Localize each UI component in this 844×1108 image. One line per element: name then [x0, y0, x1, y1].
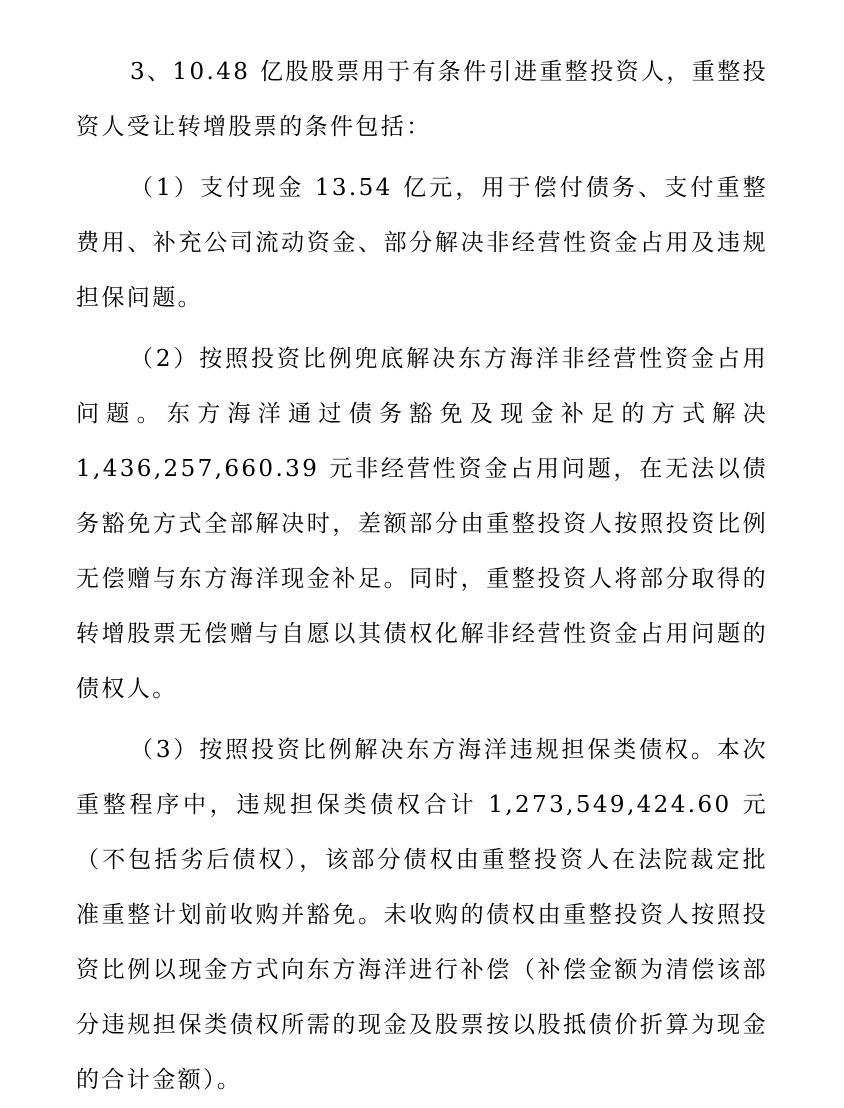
paragraph-condition-1-cash-payment: （1）支付现金 13.54 亿元，用于偿付债务、支付重整费用、补充公司流动资金、部分解决非经营性资金占用及违规担保问题。: [76, 175, 768, 311]
paragraph-share-conditions: 3、10.48 亿股股票用于有条件引进重整投资人，重整投资人受让转增股票的条件包括：: [76, 59, 768, 140]
paragraph-condition-2-fund-occupation: （2）按照投资比例兜底解决东方海洋非经营性资金占用问题。东方海洋通过债务豁免及现金补足的方式解决1,436,257,660.39 元非经营性资金占用问题，在无法以债务豁免方式全部解决时，差额部分由重整投资人按照投资比例无偿赠与东方海洋现金补足。同时，重整投资人将部分取得的转增股票无偿赠与自愿以其债权化解非经营性资金占用问题的债权人。: [76, 346, 768, 702]
document-body: [76, 45, 768, 1108]
paragraph-condition-3-guarantee-claims: （3）按照投资比例解决东方海洋违规担保类债权。本次重整程序中，违规担保类债权合计 1,273,549,424.60 元（不包括劣后债权），该部分债权由重整投资人在法院裁定批准重整计划前收购并豁免。未收购的债权由重整投资人按照投资比例以现金方式向东方海洋进行补偿（补偿金额为清偿该部分违规担保类债权所需的现金及股票按以股抵债价折算为现金的合计金额）。: [76, 737, 768, 1093]
